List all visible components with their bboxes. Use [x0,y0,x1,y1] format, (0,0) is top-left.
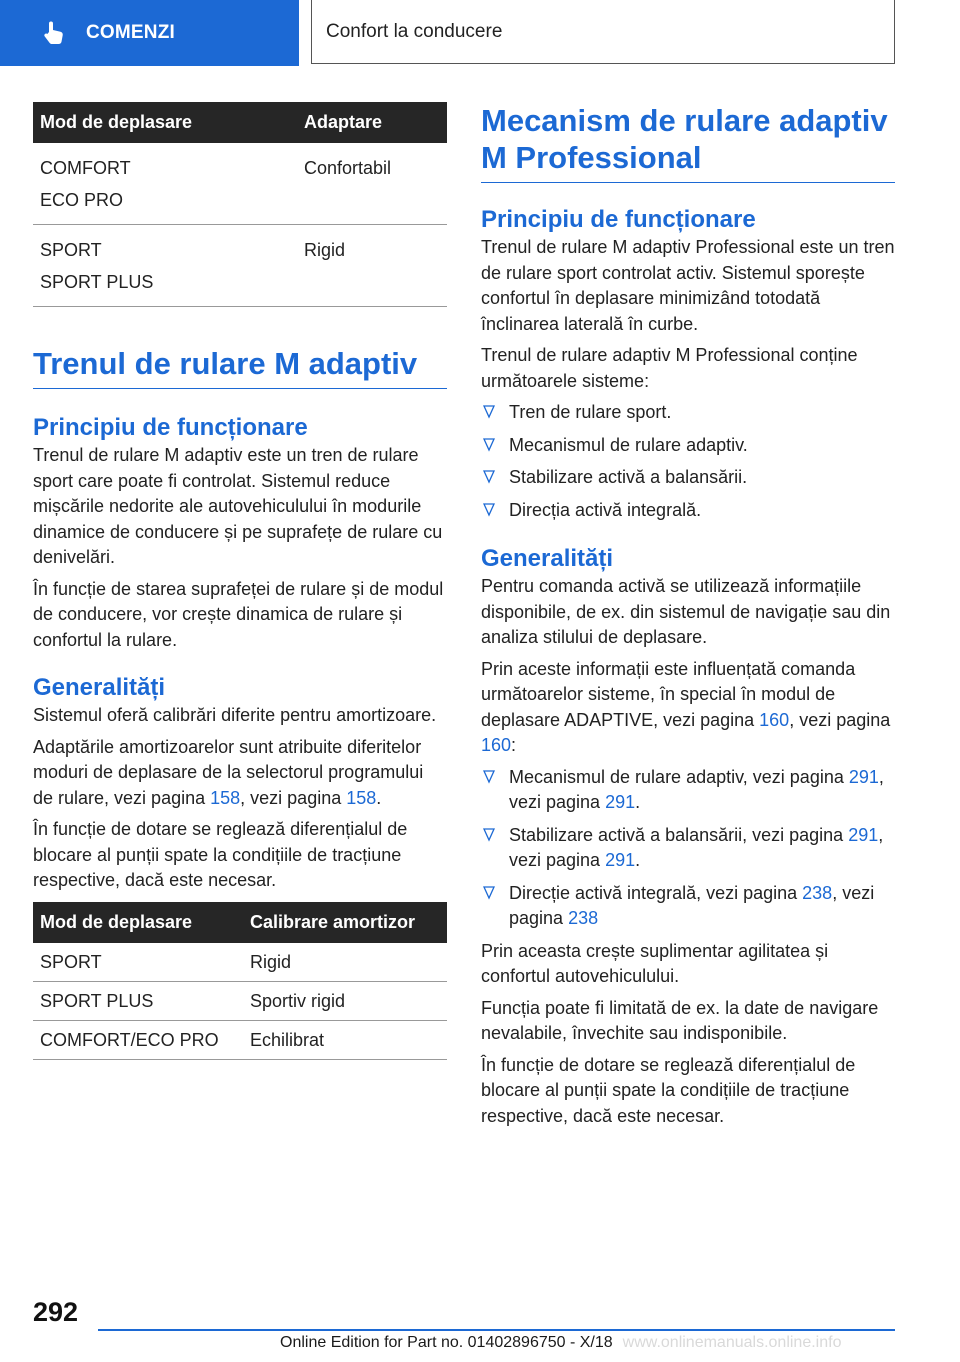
triangle-bullet-icon [483,828,495,842]
footer-edition [280,1334,841,1352]
list-item-text: . [635,850,641,870]
page-link[interactable]: 238 [802,882,833,903]
page-link[interactable]: 238 [568,908,599,928]
heading-operating-principle: Principiu de funcționare [33,414,308,441]
page-link[interactable]: 158 [210,787,241,808]
triangle-bullet-icon [483,405,495,419]
table-header-adaptation: Adaptare [297,102,447,143]
paragraph: Sistemul oferă calibrări diferite pentru amortizoare. [33,705,437,725]
page-link[interactable]: 291 [848,824,879,845]
table-cell-value: Echilibrat [243,1020,447,1059]
table-cell-mode [33,143,297,225]
table-cell-mode: COMFORT/ECO PRO [33,1020,243,1059]
table-header-calibration: Calibrare amortizor [243,902,447,943]
heading-operating-principle: Principiu de funcționare [481,206,756,233]
text: , vezi pagina [240,787,347,808]
list-item [481,498,895,524]
list-item-text: Direcția activă integrală. [509,499,702,520]
triangle-bullet-icon [483,886,495,900]
list-item-text: Mecanismul de rulare adaptiv. [509,434,748,455]
table-cell-mode: SPORT PLUS [33,981,243,1020]
chapter-tab-label: COMENZI [86,22,176,43]
page-link[interactable]: 160 [759,709,790,730]
list-item-text: Direcție activă integrală, vezi pagina [509,882,803,903]
mode-line: SPORT [40,240,102,260]
paragraph: Funcția poate fi limitată de ex. la date de navigare nevalabile, învechite sau indisponibile. [481,997,879,1043]
table-cell-value: Rigid [243,943,447,982]
watermark-site: www.onlinemanuals.online.info [622,1334,842,1351]
list-item-text: . [635,792,641,812]
paragraph: Prin aceasta crește suplimentar agilitatea și confortul autovehiculului. [481,940,829,986]
table-header-row [33,902,447,943]
text: , vezi pagina [789,709,891,730]
controlled-systems-list [481,765,895,932]
paragraph: Trenul de rulare adaptiv M Professional conține următoarele sisteme: [481,345,858,391]
left-column [33,102,447,1060]
page-link[interactable]: 291 [605,850,636,870]
table-header-mode: Mod de deplasare [33,902,243,943]
table-cell-value: Sportiv rigid [243,981,447,1020]
list-item [481,881,895,932]
triangle-bullet-icon [483,438,495,452]
table-row [33,143,447,225]
damper-calibration-table [33,902,447,1060]
paragraph: Trenul de rulare M adaptiv este un tren de rulare sport care poate fi controlat. Sistemul reduce mișcările nedorite ale autovehiculului în modurile dinamice de conducere și pe suprafețe de rulare cu denivelări. [33,445,443,567]
heading-general: Generalități [481,545,614,572]
table-header-mode: Mod de deplasare [33,102,297,143]
section-title-box [311,0,895,64]
list-item-text: , vezi pagina [509,766,884,812]
table-cell-mode: SPORT [33,943,243,982]
table-cell-value: Confortabil [297,143,447,225]
list-item-text: Stabilizare activă a balansării. [509,467,748,487]
table-cell-mode [33,225,297,307]
page-number: 292 [33,1297,79,1327]
hand-pointer-icon [40,19,68,47]
edition-text: Online Edition for Part no. 01402896750 - X/18 [280,1334,613,1351]
table-header-row [33,102,447,143]
list-item-text: , vezi pagina [509,824,884,870]
mode-line: ECO PRO [40,190,124,210]
list-item [481,823,895,874]
paragraph [33,735,447,812]
triangle-bullet-icon [483,470,495,484]
heading-general: Generalități [33,674,166,701]
list-item [481,765,895,816]
section-title-m-professional: Mecanism de rulare adaptiv M Professional [481,102,895,183]
list-item-text: Stabilizare activă a balansării, vezi pagina [509,824,849,845]
table-row [33,943,447,982]
table-row [33,981,447,1020]
footer-divider [98,1329,895,1331]
table-cell-value: Rigid [297,225,447,307]
page-link[interactable]: 291 [605,792,636,812]
table-row [33,1020,447,1059]
systems-list [481,400,895,523]
text: Adaptările amortizoarelor sunt atribuite diferitelor moduri de deplasare de la selectorul programului de rulare, vezi pagina [33,736,424,808]
table-row [33,225,447,307]
list-item [481,465,895,491]
paragraph: În funcție de dotare se reglează diferențialul de blocare al punții spate la condițiile de tracțiune respective, dacă este necesar. [481,1054,856,1126]
paragraph: Pentru comanda activă se utilizează informațiile disponibile, de ex. din sistemul de navigație sau din analiza stilului de deplasare. [481,576,891,647]
page-header [0,0,960,66]
mode-line: COMFORT [40,158,131,178]
right-column [481,102,895,1135]
text: . [376,787,382,808]
list-item-text: , vezi pagina [509,882,875,928]
triangle-bullet-icon [483,770,495,784]
paragraph: În funcție de dotare se reglează diferențialul de blocare al punții spate la condițiile de tracțiune respective, dacă este necesar. [33,819,408,890]
list-item-text: Tren de rulare sport. [509,402,672,422]
list-item-text: Mecanismul de rulare adaptiv, vezi pagina [509,766,849,787]
triangle-bullet-icon [483,503,495,517]
list-item [481,400,895,426]
page-link[interactable]: 291 [848,766,879,787]
section-title: Confort la conducere [326,20,503,42]
page-link[interactable]: 158 [346,787,377,808]
text: Prin aceste informații este influențată comanda următoarelor sisteme, în special în modul de deplasare ADAPTIVE, vezi pagina [481,658,856,730]
mode-line: SPORT PLUS [40,272,154,292]
driving-mode-adaptation-table [33,102,447,307]
paragraph: În funcție de starea suprafeței de rulare și de modul de conducere, vor crește dinamica de rulare și confortul la rulare. [33,578,444,650]
text: : [511,735,517,755]
page-link[interactable]: 160 [481,735,512,755]
paragraph [481,657,895,759]
chapter-tab[interactable] [0,0,299,66]
paragraph: Trenul de rulare M adaptiv Professional este un tren de rulare sport controlat activ. Sistemul sporește confortul în deplasare minimizând totodată înclinarea laterală în curbe. [481,237,895,334]
section-title-adaptive-m-suspension: Trenul de rulare M adaptiv [33,345,447,389]
list-item [481,433,895,459]
